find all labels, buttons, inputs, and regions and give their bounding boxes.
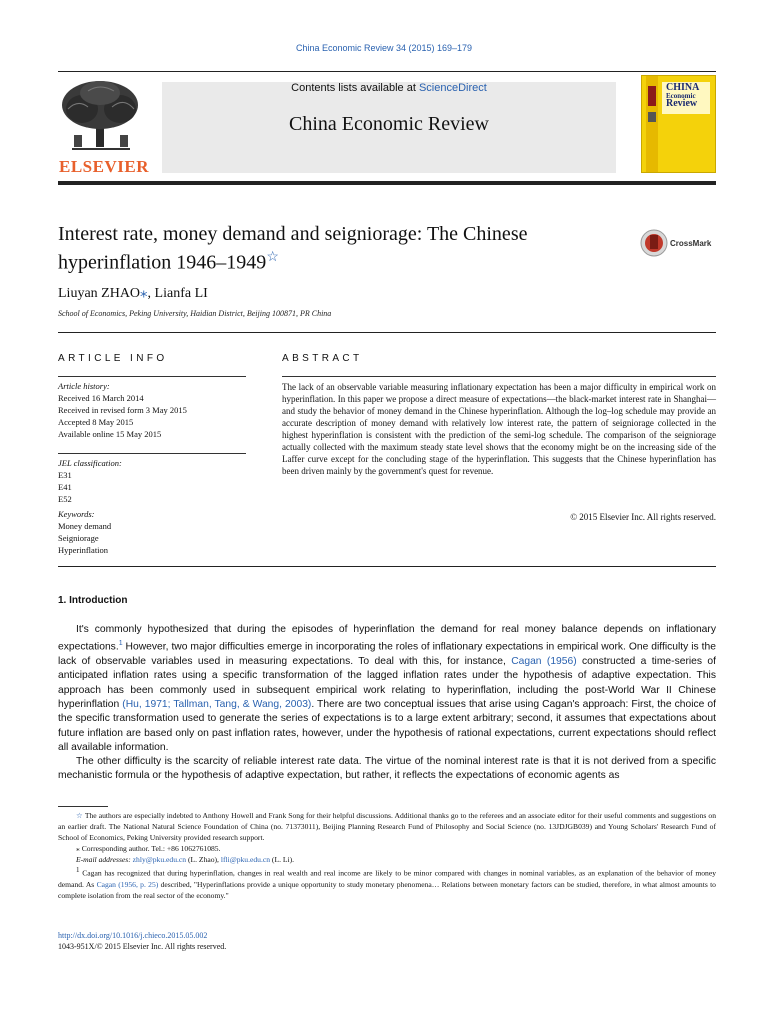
journal-name[interactable]: China Economic Review xyxy=(289,113,489,135)
history-item: Accepted 8 May 2015 xyxy=(58,417,134,427)
paragraph: The other difficulty is the scarcity of reliable interest rate data. The virtue of the nominal interest rate is that it is not derived from a specific mechanistic formula or the hypothesis of adaptive expectation, but rather, it reflects the expectations of economic agents as xyxy=(58,756,716,782)
footnote-1 xyxy=(58,865,716,901)
journal-reference[interactable]: China Economic Review 34 (2015) 169–179 xyxy=(295,43,473,53)
jel-code: E52 xyxy=(58,494,72,504)
email-link[interactable]: lfli@pku.edu.cn xyxy=(220,855,271,864)
introduction-body xyxy=(58,623,716,784)
crossmark-badge[interactable] xyxy=(640,229,720,261)
jel-code: E31 xyxy=(58,470,72,480)
author-separator: , xyxy=(147,286,155,301)
footnote-number: 1 xyxy=(76,866,80,874)
footnote-asterisk-icon: ⁎ xyxy=(76,844,80,853)
cover-title-line2: Economic xyxy=(666,92,696,100)
cover-title-line1: CHINA xyxy=(666,82,700,93)
paragraph xyxy=(58,623,716,755)
history-item: Available online 15 May 2015 xyxy=(58,429,162,439)
article-history xyxy=(58,380,187,440)
footnote-text: The authors are especially indebted to Anthony Howell and Frank Song for their helpful discussions. Additional thanks go to the referees and an associate editor for their useful comments and suggestions on an earlier draft. The National Natural Science Foundation of China (no. 71373011), Beijing Planning Research Fund of Philosophy and Social Science (no. 13JDJGB039) and Young Scholars' Research Fund of School of Economics, Peking University provided research support. xyxy=(58,811,716,842)
abstract-copyright: © 2015 Elsevier Inc. All rights reserved. xyxy=(570,512,716,522)
article-info-rule xyxy=(58,376,246,377)
paragraph-text: It's commonly hypothesized that during the episodes of hyperinflation the demand for real money balance depends on inflationary expectations. xyxy=(58,624,716,653)
footnote-emails xyxy=(58,854,716,865)
journal-cover[interactable] xyxy=(641,75,716,173)
author-list xyxy=(58,283,208,302)
author-name: Lianfa LI xyxy=(154,286,208,301)
abstract-rule xyxy=(282,376,716,377)
keywords-label: Keywords: xyxy=(58,509,95,519)
corresponding-author-mark-icon[interactable]: ⁎ xyxy=(140,285,148,301)
abstract-heading: ABSTRACT xyxy=(282,353,363,364)
cover-title-line3: Review xyxy=(666,98,698,109)
citation-link[interactable]: Cagan (1956, p. 25) xyxy=(96,879,159,889)
email-owner: (L. Li). xyxy=(270,855,295,864)
section-heading-introduction: 1. Introduction xyxy=(58,595,128,606)
citation-link[interactable]: Cagan (1956) xyxy=(511,656,577,668)
history-label: Article history: xyxy=(58,381,110,391)
keywords xyxy=(58,508,111,556)
history-item: Received 16 March 2014 xyxy=(58,393,144,403)
contents-prefix: Contents lists available at xyxy=(291,82,419,94)
crossmark-label: CrossMark xyxy=(670,239,712,248)
keyword: Money demand xyxy=(58,521,112,531)
title-footnote-star-icon[interactable]: ☆ xyxy=(266,250,279,265)
footnote-star-icon: ☆ xyxy=(76,811,83,820)
footnotes xyxy=(58,810,716,901)
footnote-corresponding xyxy=(58,843,716,854)
affiliation: School of Economics, Peking University, Haidian District, Beijing 100871, PR China xyxy=(58,309,332,318)
email-link[interactable]: zhly@pku.edu.cn xyxy=(132,855,187,864)
abstract-bottom-rule xyxy=(58,566,716,567)
footnote-text: Corresponding author. Tel.: +86 1062761085. xyxy=(79,844,221,853)
jel-classification xyxy=(58,457,122,505)
history-item: Received in revised form 3 May 2015 xyxy=(58,405,187,415)
sciencedirect-link[interactable]: ScienceDirect xyxy=(418,82,487,94)
article-title-line1: Interest rate, money demand and seigniorage: The Chinese xyxy=(58,223,528,245)
cover-title xyxy=(666,84,699,108)
header-bottom-rule xyxy=(58,181,716,185)
title-block-rule xyxy=(58,332,716,333)
paragraph-text: . There are two conceptual issues that arise using Cagan's approach: First, the choice of the specific transformation used to generate the series of expectations is to a large extent arbitrary; second, it assumes that expectations about future inflation are based only on past inflation rates, however, under the hypothesis of rational expectations, current expectations should reflect all available information. xyxy=(58,698,717,753)
footnote-text: Cagan has recognized that during hyperinflation, changes in real wealth and real income are likely to be minor compared with changes in nominal variables, as an explanation of the behavior of money demand. As xyxy=(58,868,716,889)
footnote-rule xyxy=(58,806,108,807)
abstract-text: The lack of an observable variable measuring inflationary expectation has been a major difficulty in empirical work on hyperinflation. In this paper we propose a direct measure of expectations—the black-market interest rate in Shanghai—and study the behavior of money demand in the Chinese hyperinflation. Although the log–log schedule may provide an accurate description of money demand with relatively low interest rate, the pattern of seigniorage collected in the highest hyperinflation is consistent with the prediction of the semi-log schedule. The comparison of the seigniorage actually collected with the maximum steady state level shows that the economy might be on the increasing side of the Laffer curve except for the concluding stage of the hyperinflation. This suggests that the Chinese hyperinflation has been driven mainly by the government's quest for revenue. xyxy=(282,382,716,476)
footnote-text: described, "Hyperinflations provide a unique opportunity to study monetary phenomena… Relations between monetary factors can be studied, therefore, in what almost amounts to complete isolation from the real sector of the economy." xyxy=(58,879,716,900)
article-info-heading: ARTICLE INFO xyxy=(58,353,168,364)
keyword: Hyperinflation xyxy=(58,545,109,555)
jel-label: JEL classification: xyxy=(58,458,122,468)
header-top-rule xyxy=(58,71,716,72)
email-label: E-mail addresses: xyxy=(76,855,133,864)
keyword: Seigniorage xyxy=(58,533,99,543)
article-footer xyxy=(58,930,226,952)
paragraph-text: constructed a time-series of anticipated inflation rates using a specific transformation of the lagged inflation rates under the hypothesis of adaptive expectation. This approach has been commonly used in subsequent empirical work relating to hyperinflation, including the post-World War II Chinese hyperinflation xyxy=(58,656,716,710)
doi-link[interactable]: http://dx.doi.org/10.1016/j.chieco.2015.05.002 xyxy=(58,931,208,940)
article-title xyxy=(58,222,618,275)
article-title-line2-text: hyperinflation 1946–1949 xyxy=(58,251,267,274)
paragraph-text: However, two major difficulties emerge in incorporating the roles of inflationary expectations in empirical work. One difficulty is the lack of observable variables used in measuring expectations. To deal with this, for instance, xyxy=(58,641,716,668)
footnote-acknowledgment xyxy=(58,810,716,843)
article-title-line2 xyxy=(58,246,618,275)
issn-copyright: 1043-951X/© 2015 Elsevier Inc. All rights reserved. xyxy=(58,942,227,951)
email-owner: (L. Zhao), xyxy=(186,855,221,864)
citation-link[interactable]: (Hu, 1971; Tallman, Tang, & Wang, 2003) xyxy=(122,698,312,710)
author-name: Liuyan ZHAO xyxy=(58,286,141,301)
jel-code: E41 xyxy=(58,482,72,492)
elsevier-wordmark: ELSEVIER xyxy=(59,157,149,176)
jel-rule xyxy=(58,453,246,454)
footnote-ref-1[interactable]: 1 xyxy=(118,640,123,648)
